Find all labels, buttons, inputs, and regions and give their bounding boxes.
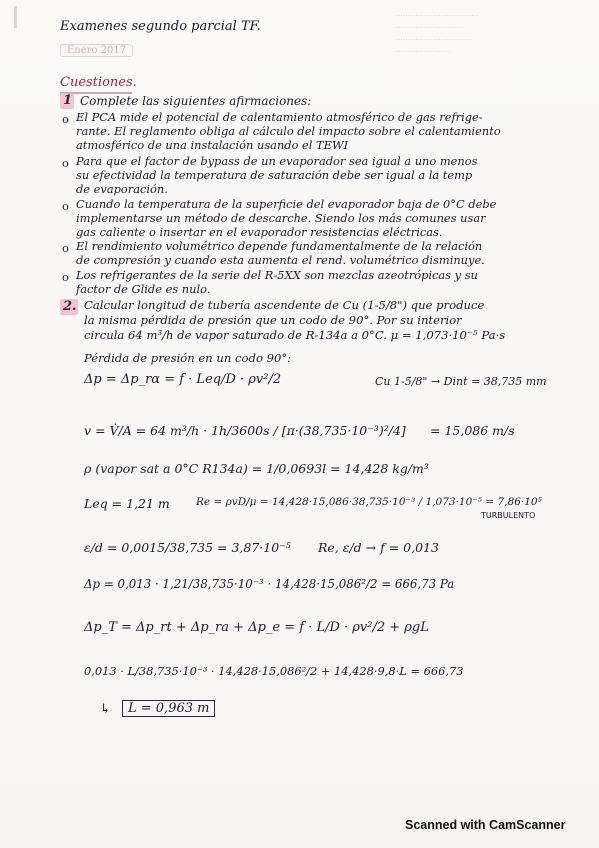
final-answer: L = 0,963 m	[122, 700, 215, 717]
q1-bullet-3-line-2: implementarse un método de descarche. Siendo los más comunes usar	[76, 211, 486, 225]
q2-number: 2.	[63, 299, 77, 314]
flow-regime-label: TURBULENTO	[481, 511, 536, 520]
q1-bullet-5-line-1: Los refrigerantes de la serie del R-5XX son mezclas azeotrópicas y su	[76, 268, 478, 282]
q1-bullet-3-line-3: gas caliente o insertar en el evaporador resistencias eléctricas.	[76, 225, 443, 239]
bullet-marker: o	[62, 156, 69, 170]
friction-factor: Re, ε/d → f = 0,013	[318, 540, 439, 555]
bullet-marker: o	[62, 112, 69, 126]
q1-bullet-3-line-1: Cuando la temperatura de la superficie del evaporador baja de 0°C debe	[76, 197, 497, 211]
equation-pressure-drop-value: Δp = 0,013 · 1,21/38,735·10⁻³ · 14,428·15,086²/2 = 666,73 Pa	[84, 577, 455, 591]
scanner-watermark: Scanned with CamScanner	[405, 818, 566, 832]
q1-bullet-2-line-2: su efectividad la temperatura de saturación debe ser igual a la temp	[76, 168, 473, 182]
equation-reynolds: Re = ρvD/μ = 14,428·15,086·38,735·10⁻³ / 1,073·10⁻⁵ = 7,86·10⁵	[196, 496, 542, 508]
answer-arrow: ↳	[100, 702, 111, 717]
equation-pressure-drop-elbow: Δp = Δp_rα = f · Leq/D · ρv²/2	[84, 372, 282, 387]
date-stamp: Enero 2017	[60, 44, 133, 57]
velocity-result: = 15,086 m/s	[430, 423, 515, 438]
page-title: Examenes segundo parcial TF.	[60, 19, 261, 34]
q2-prompt-line-2: la misma pérdida de presión que un codo de 90°. Por su interior	[84, 313, 462, 327]
section-title: Cuestiones.	[60, 75, 137, 90]
equation-density: ρ (vapor sat a 0°C R134a) = 1/0,0693l = 14,428 kg/m³	[84, 461, 429, 476]
q1-bullet-2-line-3: de evaporación.	[76, 182, 168, 196]
equation-total-pressure-drop: Δp_T = Δp_rt + Δp_ra + Δp_e = f · L/D · ρv²/2 + ρgL	[84, 620, 429, 635]
q1-bullet-5-line-2: factor de Glide es nulo.	[76, 282, 211, 296]
equation-length-solve: 0,013 · L/38,735·10⁻³ · 14,428·15,086²/2 + 14,428·9,8·L = 666,73	[84, 664, 464, 678]
q1-bullet-1-line-1: El PCA mide el potencial de calentamiento atmosférico de gas refrige-	[76, 110, 483, 124]
q1-bullet-4-line-1: El rendimiento volumétrico depende fundamentalmente de la relación	[76, 239, 483, 253]
tube-internal-diameter: Cu 1-5/8" → Dint = 38,735 mm	[375, 375, 547, 388]
q1-bullet-4-line-2: de compresión y cuando esta aumenta el rend. volumétrico disminuye.	[76, 253, 485, 267]
page-edge-mark	[14, 6, 17, 28]
q2-prompt-line-3: circula 64 m³/h de vapor saturado de R-134a a 0°C. μ = 1,073·10⁻⁵ Pa·s	[84, 328, 506, 342]
q1-prompt: Complete las siguientes afirmaciones:	[80, 94, 312, 108]
bullet-marker: o	[62, 199, 69, 213]
bleed-through-text: ................................. ........................... .............................. ......................	[395, 9, 479, 54]
equation-velocity: v = V̇/A = 64 m³/h · 1h/3600s / [π·(38,735·10⁻³)²/4]	[84, 423, 406, 438]
q1-bullet-1-line-2: rante. El reglamento obliga al cálculo del impacto sobre el calentamiento	[76, 124, 501, 138]
equivalent-length: Leq = 1,21 m	[84, 496, 170, 511]
equation-relative-roughness: ε/d = 0,0015/38,735 = 3,87·10⁻⁵	[84, 540, 291, 555]
q1-number: 1	[63, 93, 73, 108]
q2-prompt-line-1: Calcular longitud de tubería ascendente de Cu (1-5/8") que produce	[84, 298, 485, 312]
q1-bullet-2-line-1: Para que el factor de bypass de un evaporador sea igual a uno menos	[76, 154, 478, 168]
q1-bullet-1-line-3: atmosférico de una instalación usando el TEWI	[76, 138, 349, 152]
q2-subheading: Pérdida de presión en un codo 90°:	[84, 351, 292, 365]
bullet-marker: o	[62, 270, 69, 284]
bullet-marker: o	[62, 241, 69, 255]
